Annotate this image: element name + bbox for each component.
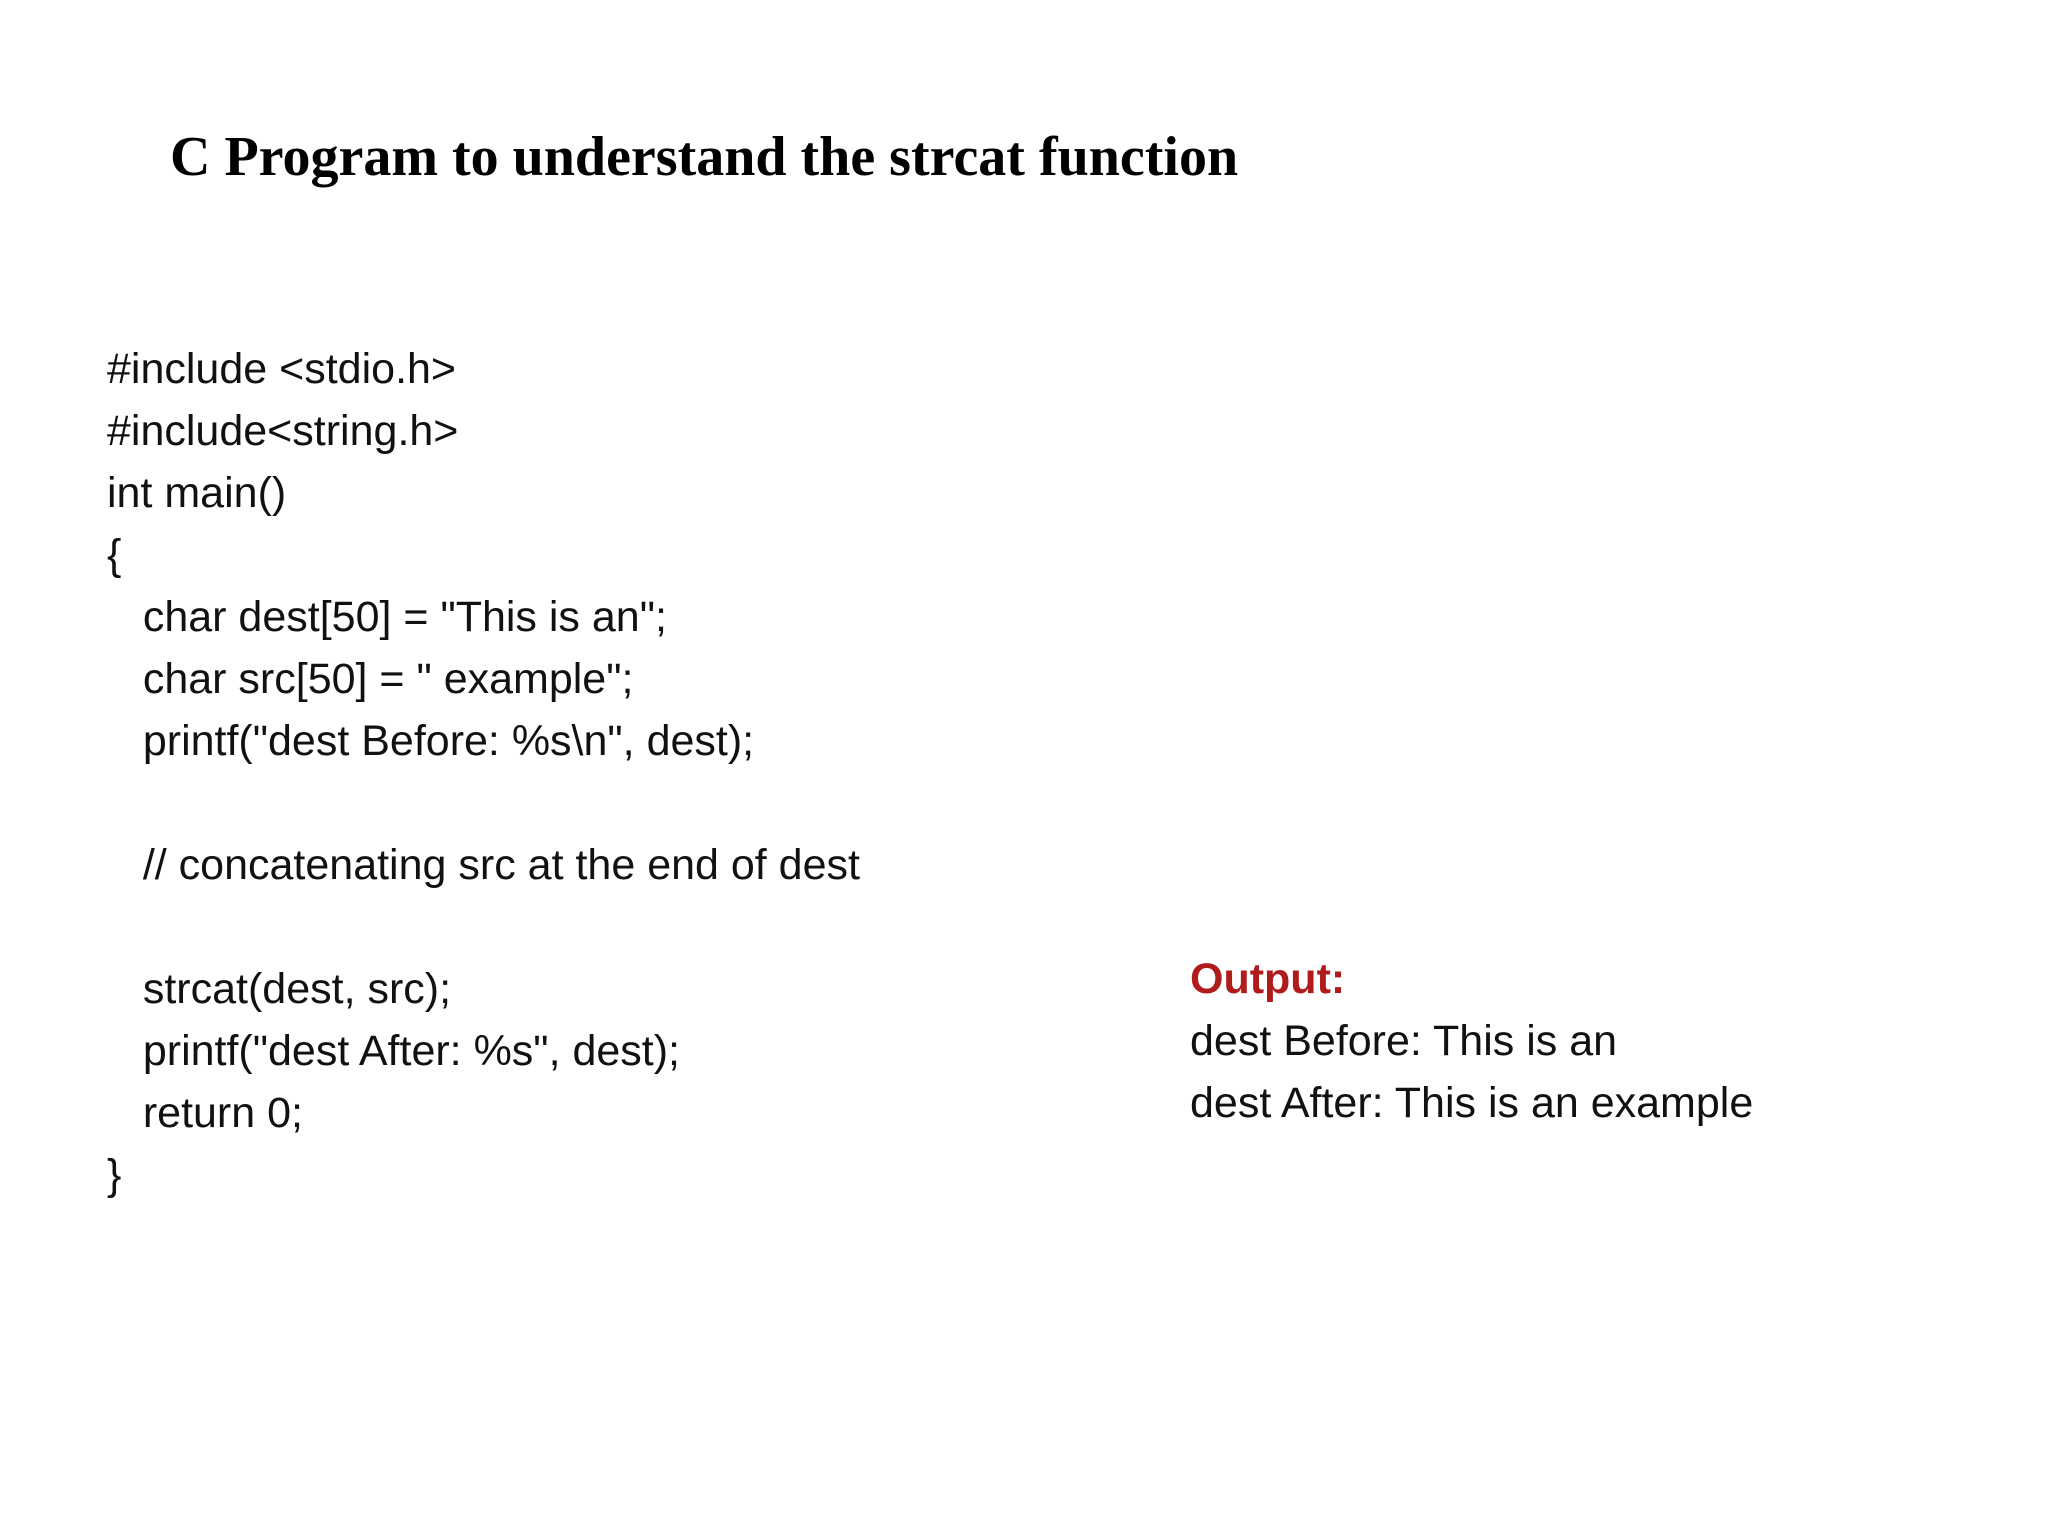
- code-line: char src[50] = " example";: [107, 655, 634, 703]
- code-line: printf("dest After: %s", dest);: [107, 1027, 681, 1075]
- code-block: [107, 338, 860, 1206]
- code-line-blank: [107, 896, 860, 958]
- code-line: return 0;: [107, 1089, 303, 1137]
- code-line: int main(): [107, 469, 287, 517]
- code-line: {: [107, 531, 122, 579]
- slide-title: C Program to understand the strcat function: [170, 126, 1239, 188]
- code-line: strcat(dest, src);: [107, 965, 452, 1013]
- output-block: [1190, 948, 1753, 1134]
- code-line-blank: [107, 772, 860, 834]
- code-line: char dest[50] = "This is an";: [107, 593, 667, 641]
- code-line: #include <stdio.h>: [107, 345, 457, 393]
- code-line: printf("dest Before: %s\n", dest);: [107, 717, 755, 765]
- output-line: dest After: This is an example: [1190, 1079, 1754, 1127]
- code-line: }: [107, 1151, 122, 1199]
- code-comment: // concatenating src at the end of dest: [107, 841, 860, 889]
- output-heading: Output:: [1190, 955, 1346, 1003]
- code-line: #include<string.h>: [107, 407, 459, 455]
- output-line: dest Before: This is an: [1190, 1017, 1618, 1065]
